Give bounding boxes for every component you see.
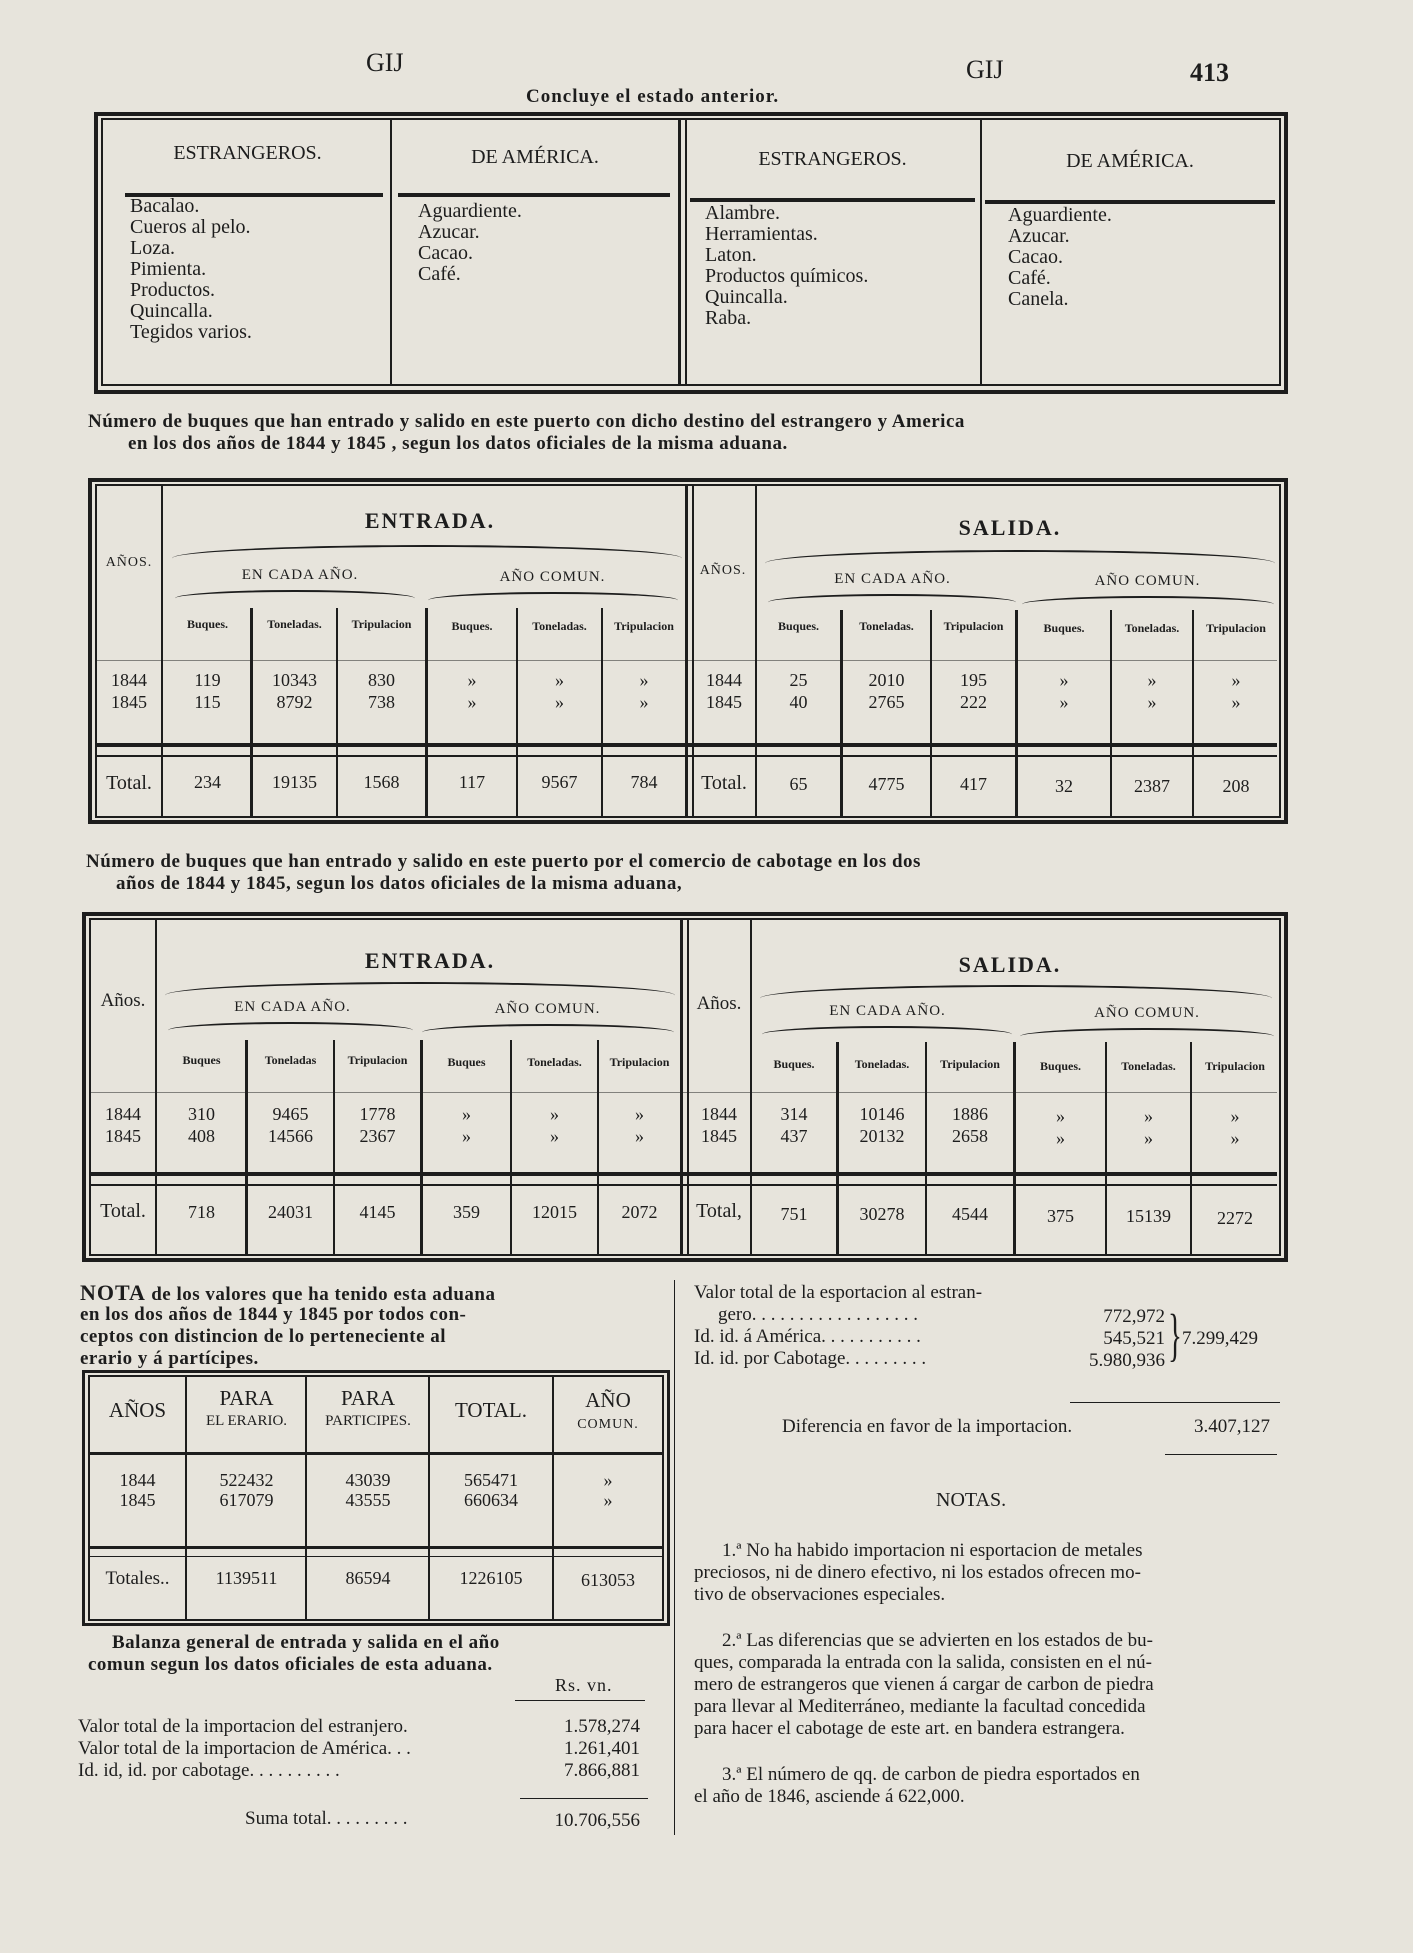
nota-col-anos: AÑOS — [108, 1398, 167, 1422]
ships-foreign-s-sub-3: Tripulacion — [943, 619, 1004, 633]
goods-item: Raba. — [705, 307, 752, 329]
ships-foreign-e-sub-6: Tripulacion — [614, 619, 674, 633]
goods-item: Quincalla. — [130, 300, 213, 322]
ships-foreign-e-cada: EN CADA AÑO. — [241, 567, 359, 583]
nota-cell: 565471 — [464, 1470, 518, 1490]
ships-foreign-total: 1568 — [363, 772, 400, 792]
ships-cabotage-entrada-title: ENTRADA. — [364, 948, 496, 973]
balanza-row-label: Valor total de la importacion de América. . . — [78, 1738, 411, 1759]
ships-cabotage-cell: 1778 — [359, 1104, 396, 1124]
goods-item: Loza. — [130, 237, 175, 259]
ships-cabotage-total: 24031 — [268, 1202, 313, 1222]
ships-cabotage-cell: » — [1056, 1106, 1065, 1126]
goods-item: Productos. — [130, 279, 215, 301]
ships-foreign-year: 1845 — [706, 692, 742, 712]
nota-2-line-4: para llevar al Mediterráneo, mediante la facultad concedida — [694, 1696, 1146, 1717]
ships-cabotage-cell: 310 — [188, 1104, 215, 1124]
balanza-sum-label: Suma total. . . . . . . . . — [245, 1808, 408, 1829]
goods-col-1-title: ESTRANGEROS. — [173, 142, 322, 164]
ships-foreign-cell: 25 — [789, 670, 808, 690]
goods-item: Alambre. — [705, 202, 780, 224]
nota-cell: 522432 — [219, 1470, 274, 1490]
ships-cabotage-s-sub-6: Tripulacion — [1205, 1059, 1265, 1073]
ships-cabotage-cell: » — [1144, 1106, 1153, 1126]
export-row-1-value: 772,972 — [1103, 1306, 1165, 1327]
nota-2-line-2: ques, comparada la entrada con la salida, consisten en el nú- — [694, 1652, 1152, 1673]
balanza-heading-1: Balanza general de entrada y salida en el año — [112, 1632, 500, 1653]
ships-cabotage-total: 375 — [1047, 1206, 1074, 1226]
ships-cabotage-s-sub-1: Buques. — [773, 1057, 815, 1071]
nota-col-erario-2: EL ERARIO. — [205, 1413, 288, 1429]
nota-cell: » — [603, 1470, 613, 1490]
ships-cabotage-s-sub-3: Tripulacion — [940, 1057, 1000, 1071]
nota-year: 1845 — [119, 1490, 156, 1510]
ships-cabotage-year: 1844 — [701, 1104, 737, 1124]
ships-cabotage-cell: » — [1230, 1106, 1240, 1126]
ships-cabotage-e-sub-6: Tripulacion — [609, 1055, 670, 1069]
ships-cabotage-heading-2: años de 1844 y 1845, segun los datos oficiales de la misma aduana, — [116, 873, 683, 894]
ships-cabotage-cell: 2367 — [359, 1126, 396, 1146]
ships-cabotage-total: 718 — [188, 1202, 215, 1222]
goods-item: Cacao. — [1008, 246, 1063, 268]
ships-foreign-s-cada: EN CADA AÑO. — [834, 571, 951, 587]
page-number: 413 — [1190, 58, 1229, 87]
nota-total: 86594 — [345, 1568, 391, 1588]
ships-foreign-total: 117 — [458, 772, 486, 792]
export-row-2-label: Id. id. á América. . . . . . . . . . . — [694, 1326, 921, 1347]
ships-foreign-year: 1844 — [111, 670, 147, 690]
ships-foreign-year: 1845 — [111, 692, 147, 712]
ships-cabotage-cell: » — [462, 1126, 471, 1146]
goods-col-2-title: DE AMÉRICA. — [471, 146, 599, 168]
ships-foreign-cell: » — [1059, 670, 1069, 690]
goods-item: Herramientas. — [705, 223, 818, 245]
nota-3-line-2: el año de 1846, asciende á 622,000. — [694, 1786, 965, 1807]
nota-1-line-2: preciosos, ni de dinero efectivo, ni los estados ofrecen mo- — [694, 1562, 1141, 1583]
ships-cabotage-cell: 20132 — [859, 1126, 905, 1146]
ships-cabotage-s-sub-2: Toneladas. — [854, 1057, 910, 1071]
ships-cabotage-year: 1845 — [701, 1126, 737, 1146]
ships-cabotage-cell: » — [462, 1104, 471, 1124]
export-brace-icon: } — [1168, 1302, 1182, 1367]
nota-heading-line-4: erario y á partícipes. — [80, 1348, 259, 1369]
nota-cell: » — [603, 1490, 613, 1510]
ships-cabotage-cell: 314 — [780, 1104, 808, 1124]
ships-cabotage-anos-right: Años. — [696, 993, 742, 1014]
ships-cabotage-total: 30278 — [859, 1204, 905, 1224]
ships-foreign-s-sub-2: Toneladas. — [859, 619, 914, 633]
goods-col-3-list — [705, 203, 868, 329]
goods-item: Canela. — [1008, 288, 1069, 310]
nota-col-comun-2: COMUN. — [577, 1417, 639, 1432]
ships-cabotage-cell: » — [635, 1126, 644, 1146]
ships-foreign-cell: 830 — [368, 670, 395, 690]
nota-heading-keyword: NOTA — [80, 1280, 146, 1305]
nota-1-line-3: tivo de observaciones especiales. — [694, 1584, 946, 1605]
ships-foreign-anos-right: AÑOS. — [699, 563, 747, 578]
ships-foreign-cell: 738 — [368, 692, 395, 712]
ships-cabotage-cell: 14566 — [268, 1126, 313, 1146]
ships-foreign-total: 208 — [1222, 776, 1250, 796]
goods-col-2-list — [418, 201, 522, 285]
nota-col-total: TOTAL. — [454, 1398, 527, 1422]
ships-foreign-cell: » — [1231, 670, 1241, 690]
ships-cabotage-anos-left: Años. — [100, 990, 146, 1011]
ships-cabotage-e-sub-4: Buques — [447, 1055, 486, 1069]
ships-cabotage-cell: 10146 — [859, 1104, 905, 1124]
ships-cabotage-total: 4544 — [952, 1204, 988, 1224]
balanza-heading-2: comun segun los datos oficiales de esta aduana. — [88, 1654, 493, 1675]
ships-cabotage-cell: » — [1056, 1128, 1065, 1148]
ships-cabotage-heading-1: Número de buques que han entrado y salido en este puerto por el comercio de cabotage en los dos — [86, 851, 921, 872]
export-total: 7.299,429 — [1182, 1328, 1258, 1349]
ships-foreign-e-comun: AÑO COMUN. — [499, 569, 606, 585]
goods-col-4-list — [1008, 205, 1112, 310]
export-row-1-line-2: gero. . . . . . . . . . . . . . . . . . — [718, 1304, 919, 1325]
ships-cabotage-cell: » — [550, 1104, 559, 1124]
page-subtitle: Concluye el estado anterior. — [526, 86, 780, 107]
balanza-row-value: 1.578,274 — [564, 1716, 640, 1737]
goods-item: Cueros al pelo. — [130, 216, 251, 238]
ships-cabotage-s-sub-4: Buques. — [1039, 1059, 1082, 1073]
ships-foreign-cell: 40 — [789, 692, 808, 712]
ships-foreign-total: 784 — [630, 772, 658, 792]
ships-foreign-cell: » — [555, 670, 564, 690]
ships-cabotage-cell: » — [1144, 1128, 1153, 1148]
ships-foreign-e-sub-5: Toneladas. — [532, 619, 587, 633]
ships-foreign-total: 19135 — [272, 772, 317, 792]
nota-totales-label: Totales.. — [105, 1568, 170, 1589]
ships-foreign-e-sub-3: Tripulacion — [351, 617, 412, 631]
ships-foreign-total-label: Total. — [701, 772, 747, 794]
balanza-row-value: 1.261,401 — [564, 1738, 640, 1759]
ships-cabotage-e-comun: AÑO COMUN. — [494, 1001, 601, 1017]
nota-col-erario-1: PARA — [219, 1386, 274, 1410]
ships-foreign-anos-left: AÑOS. — [105, 555, 153, 570]
ships-foreign-cell: » — [639, 692, 649, 712]
nota-heading-line-3: ceptos con distincion de lo perteneciente al — [80, 1326, 447, 1347]
ships-cabotage-e-sub-5: Toneladas. — [527, 1055, 582, 1069]
ships-cabotage-cell: 437 — [780, 1126, 808, 1146]
ships-cabotage-s-sub-5: Toneladas. — [1121, 1059, 1176, 1073]
balanza-sum-value: 10.706,556 — [554, 1810, 640, 1831]
ships-foreign-total: 2387 — [1134, 776, 1170, 796]
ships-foreign-cell: 10343 — [272, 670, 317, 690]
goods-item: Aguardiente. — [418, 200, 522, 222]
ships-cabotage-total-label: Total, — [696, 1200, 742, 1222]
ships-foreign-year: 1844 — [706, 670, 742, 690]
ships-foreign-e-sub-1: Buques. — [186, 617, 229, 631]
ships-foreign-cell: » — [639, 670, 649, 690]
nota-year: 1844 — [119, 1470, 156, 1490]
ships-cabotage-year: 1845 — [105, 1126, 141, 1146]
nota-2-line-1: 2.ª Las diferencias que se advierten en los estados de bu- — [722, 1630, 1154, 1651]
ships-cabotage-total: 359 — [453, 1202, 480, 1222]
ships-cabotage-cell: 2658 — [952, 1126, 988, 1146]
nota-total: 1226105 — [459, 1568, 523, 1588]
ships-cabotage-total: 2272 — [1217, 1208, 1253, 1228]
goods-item: Quincalla. — [705, 286, 788, 308]
nota-heading-line-2: en los dos años de 1844 y 1845 por todos con- — [80, 1304, 467, 1325]
ships-foreign-s-comun: AÑO COMUN. — [1094, 573, 1201, 589]
ships-foreign-cell: » — [467, 670, 477, 690]
nota-1-line-1: 1.ª No ha habido importacion ni esportacion de metales — [722, 1540, 1143, 1561]
goods-item: Café. — [418, 263, 461, 285]
ships-foreign-cell: 119 — [194, 670, 221, 690]
goods-item: Azucar. — [1008, 225, 1070, 247]
nota-total: 613053 — [581, 1570, 635, 1590]
export-diff-value: 3.407,127 — [1194, 1416, 1270, 1437]
goods-item: Laton. — [705, 244, 757, 266]
ships-foreign-cell: » — [467, 692, 477, 712]
ships-foreign-s-sub-1: Buques. — [777, 619, 820, 633]
nota-2-line-3: mero de estrangeros que vienen á cargar de carbon de piedra — [694, 1674, 1154, 1695]
goods-item: Aguardiente. — [1008, 204, 1112, 226]
export-diff-label: Diferencia en favor de la importacion. — [782, 1416, 1073, 1437]
nota-cell: 43555 — [345, 1490, 391, 1510]
balanza-row-label: Id. id, id. por cabotage. . . . . . . . . . — [78, 1760, 340, 1781]
ships-cabotage-e-sub-3: Tripulacion — [347, 1053, 408, 1067]
ships-foreign-cell: » — [1059, 692, 1069, 712]
ships-cabotage-cell: 1886 — [952, 1104, 988, 1124]
ships-foreign-cell: » — [1147, 670, 1157, 690]
nota-heading-line-1: de los valores que ha tenido esta aduana — [145, 1284, 496, 1305]
export-row-2-value: 545,521 — [1103, 1328, 1165, 1349]
balanza-row-label: Valor total de la importacion del estranjero. — [78, 1716, 408, 1737]
export-row-1-line-1: Valor total de la esportacion al estran- — [694, 1282, 983, 1303]
ships-foreign-heading-1: Número de buques que han entrado y salido en este puerto con dicho destino del estrangero y America — [88, 411, 965, 432]
ships-foreign-cell: 195 — [960, 670, 987, 690]
nota-cell: 660634 — [464, 1490, 518, 1510]
ships-cabotage-e-cada: EN CADA AÑO. — [234, 999, 351, 1015]
ships-foreign-cell: 2010 — [868, 670, 905, 690]
ships-cabotage-total: 4145 — [359, 1202, 396, 1222]
nota-cell: 617079 — [219, 1490, 274, 1510]
goods-item: Café. — [1008, 267, 1051, 289]
ships-foreign-salida-title: SALIDA. — [958, 515, 1062, 540]
goods-item: Bacalao. — [130, 195, 200, 217]
goods-col-1-list — [130, 196, 252, 343]
ships-cabotage-cell: » — [635, 1104, 644, 1124]
goods-item: Productos químicos. — [705, 265, 869, 287]
nota-2-line-5: para hacer el cabotage de este art. en bandera estrangera. — [694, 1718, 1125, 1739]
ships-foreign-total: 65 — [789, 774, 808, 794]
ships-cabotage-e-sub-1: Buques — [182, 1053, 221, 1067]
ships-cabotage-total: 12015 — [532, 1202, 577, 1222]
nota-total: 1139511 — [215, 1568, 278, 1588]
ships-foreign-cell: 8792 — [276, 692, 313, 712]
nota-cell: 43039 — [345, 1470, 391, 1490]
ships-foreign-total: 234 — [194, 772, 221, 792]
goods-item: Azucar. — [418, 221, 480, 243]
ships-cabotage-total: 2072 — [621, 1202, 658, 1222]
ships-foreign-total: 32 — [1055, 776, 1073, 796]
nota-col-part-2: PARTICIPES. — [325, 1413, 411, 1429]
ships-foreign-cell: 222 — [960, 692, 987, 712]
ships-foreign-total: 417 — [960, 774, 987, 794]
ships-foreign-e-sub-2: Toneladas. — [267, 617, 322, 631]
ships-foreign-cell: 2765 — [868, 692, 905, 712]
notas-title: NOTAS. — [936, 1489, 1007, 1511]
header-left: GIJ — [366, 48, 404, 77]
ships-cabotage-year: 1844 — [105, 1104, 141, 1124]
ships-foreign-total-label: Total. — [106, 772, 152, 794]
ships-foreign-cell: 115 — [194, 692, 221, 712]
ships-foreign-s-sub-4: Buques. — [1043, 621, 1085, 635]
goods-col-3-title: ESTRANGEROS. — [758, 148, 907, 170]
ships-cabotage-s-cada: EN CADA AÑO. — [829, 1003, 946, 1019]
ships-cabotage-cell: 408 — [188, 1126, 215, 1146]
export-row-3-value: 5.980,936 — [1089, 1350, 1165, 1371]
ships-cabotage-cell: » — [550, 1126, 559, 1146]
ships-cabotage-total-label: Total. — [100, 1200, 146, 1222]
ships-foreign-total: 9567 — [541, 772, 578, 792]
ships-foreign-s-sub-6: Tripulacion — [1206, 621, 1266, 635]
ships-foreign-cell: » — [1147, 692, 1157, 712]
ships-cabotage-s-comun: AÑO COMUN. — [1094, 1005, 1200, 1021]
ships-cabotage-cell: 9465 — [272, 1104, 309, 1124]
goods-col-4-title: DE AMÉRICA. — [1066, 150, 1194, 172]
nota-col-comun-1: AÑO — [585, 1388, 631, 1412]
ships-cabotage-total: 751 — [780, 1204, 808, 1224]
ships-foreign-entrada-title: ENTRADA. — [364, 508, 496, 533]
ships-foreign-s-sub-5: Toneladas. — [1124, 621, 1180, 635]
ships-foreign-total: 4775 — [868, 774, 905, 794]
balanza-row-value: 7.866,881 — [564, 1760, 640, 1781]
nota-col-part-1: PARA — [340, 1386, 396, 1410]
nota-3-line-1: 3.ª El número de qq. de carbon de piedra esportados en — [722, 1764, 1140, 1785]
ships-foreign-e-sub-4: Buques. — [451, 619, 493, 633]
ships-cabotage-cell: » — [1230, 1128, 1240, 1148]
ships-foreign-cell: » — [1231, 692, 1241, 712]
header-center: GIJ — [966, 55, 1004, 84]
goods-item: Tegidos varios. — [130, 321, 252, 343]
goods-item: Pimienta. — [130, 258, 207, 280]
ships-cabotage-e-sub-2: Toneladas — [264, 1053, 317, 1067]
ships-cabotage-salida-title: SALIDA. — [958, 952, 1062, 977]
ships-foreign-cell: » — [555, 692, 564, 712]
balanza-unit: Rs. vn. — [555, 1675, 613, 1695]
ships-cabotage-total: 15139 — [1126, 1206, 1171, 1226]
goods-item: Cacao. — [418, 242, 473, 264]
ships-foreign-heading-2: en los dos años de 1844 y 1845 , segun los datos oficiales de la misma aduana. — [128, 433, 788, 454]
export-row-3-label: Id. id. por Cabotage. . . . . . . . . — [694, 1348, 927, 1369]
